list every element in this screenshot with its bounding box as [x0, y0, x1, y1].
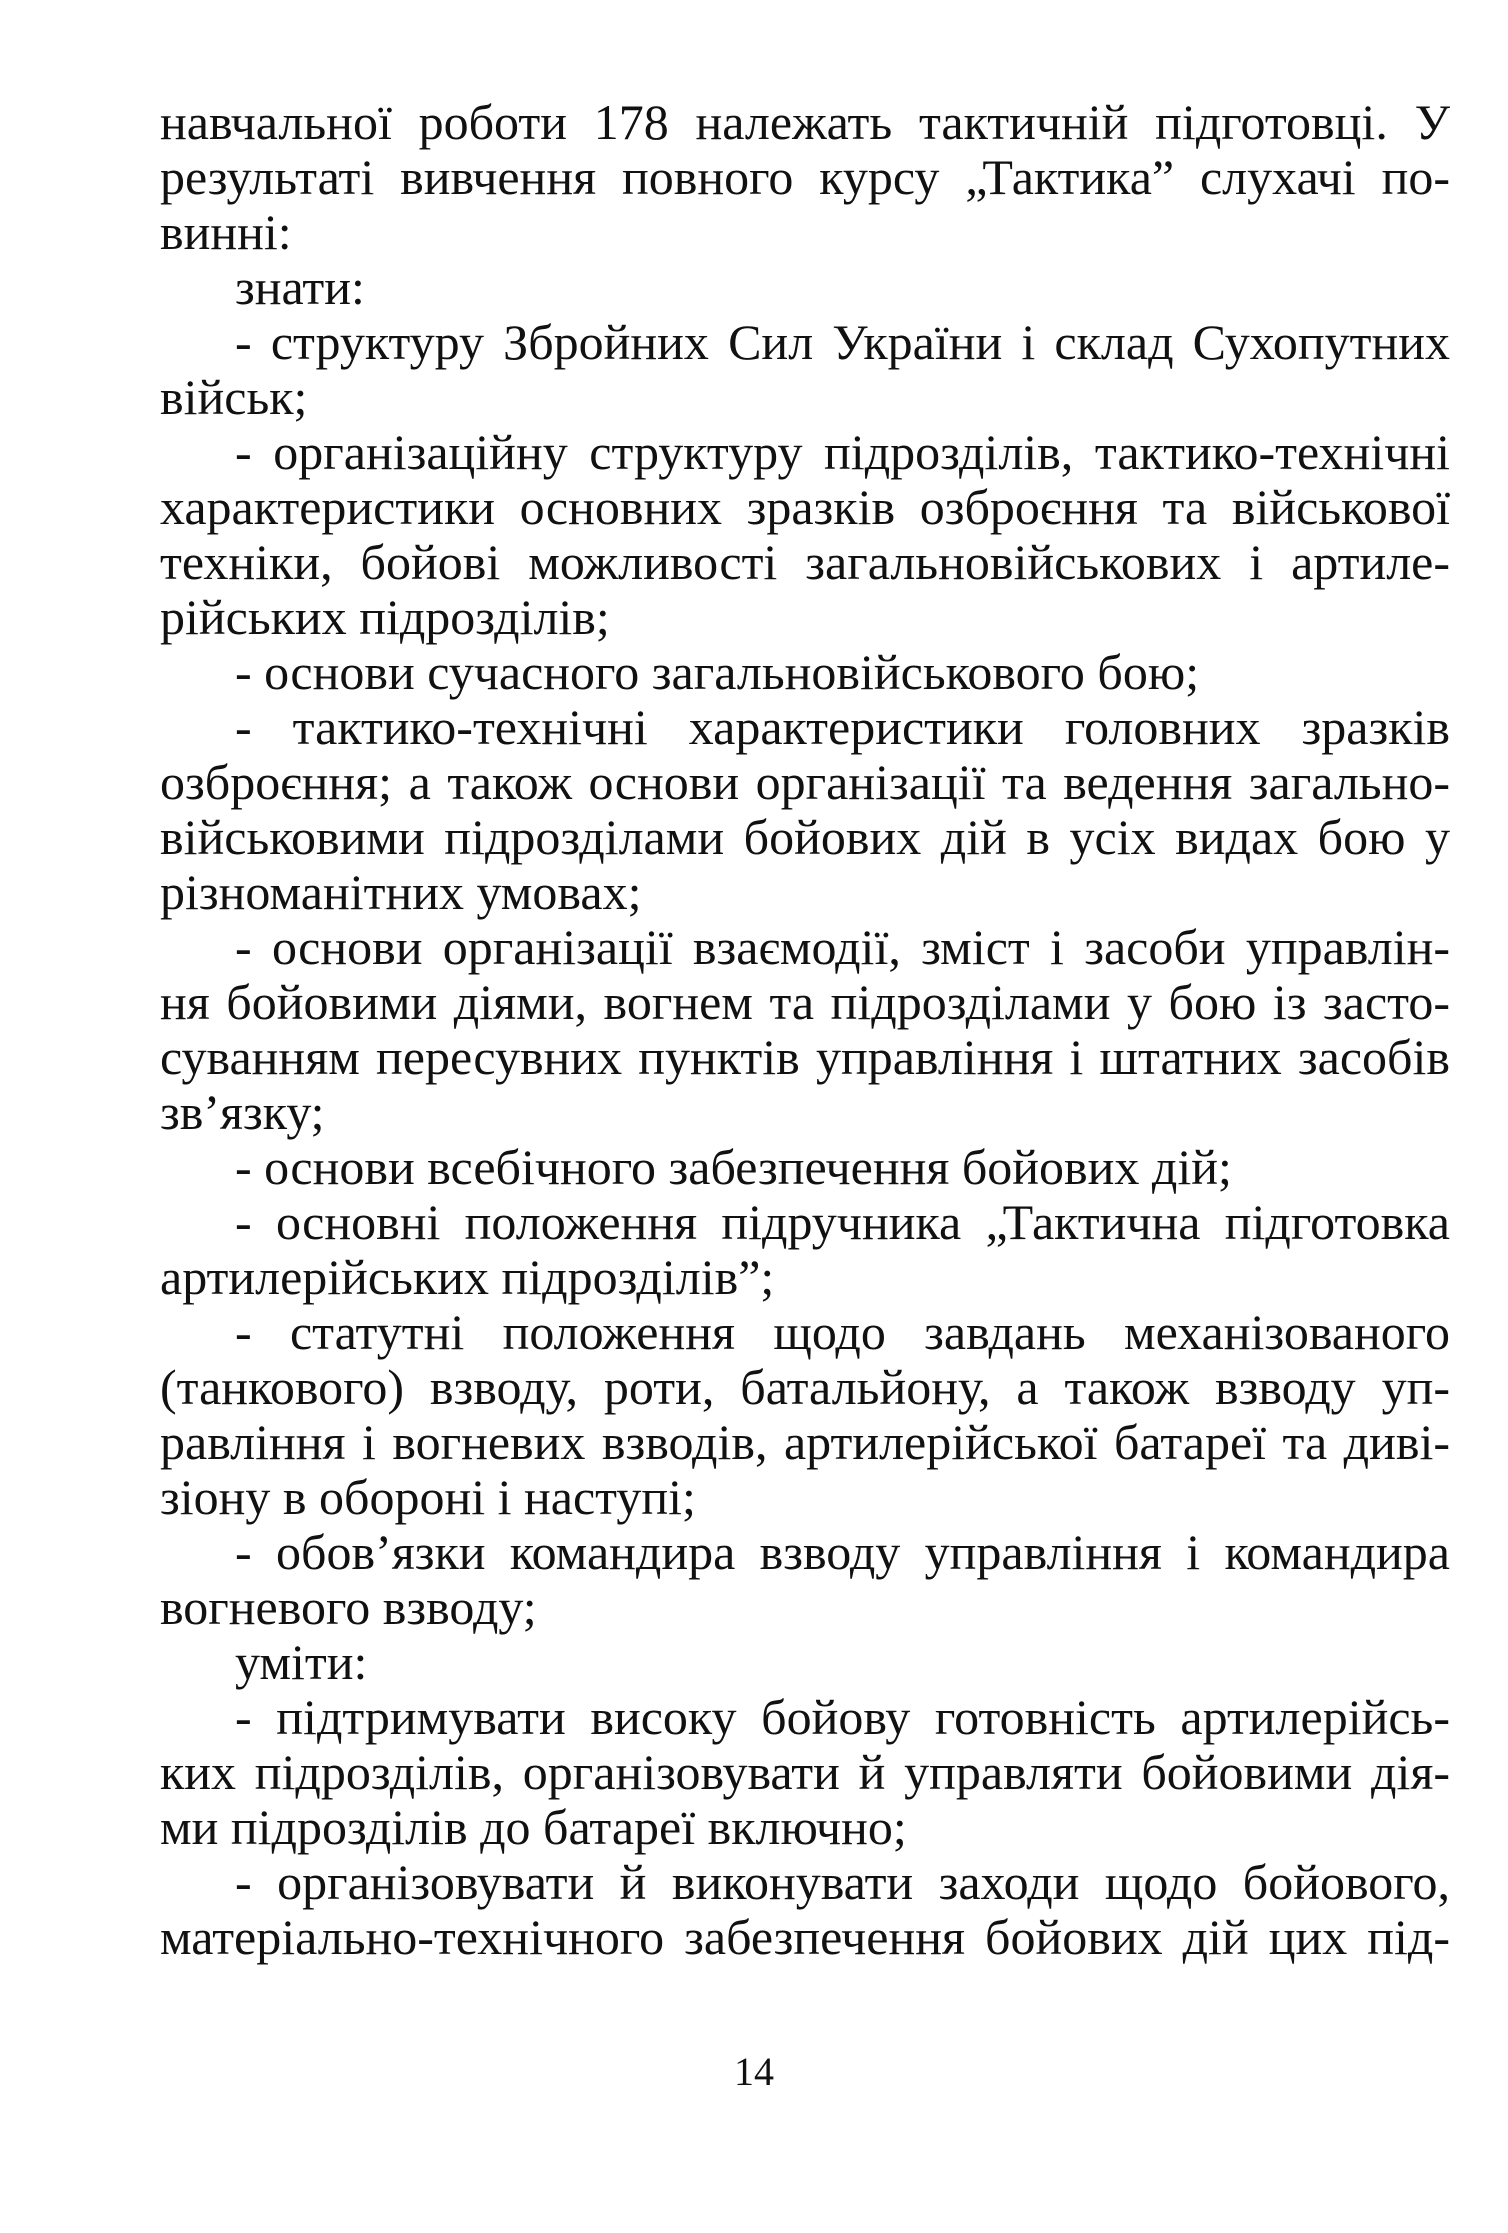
text-line: вогневого взводу; [160, 1579, 537, 1635]
text-line: ких підрозділів, організовувати й управляти бойовими дія- [160, 1744, 1450, 1800]
text-line: - основи сучасного загальновійськового бою; [235, 644, 1200, 700]
text-line: результаті вивчення повного курсу „Тактика” слухачі по- [160, 149, 1450, 205]
text-line: - статутні положення щодо завдань механізованого [235, 1304, 1450, 1360]
text-line: - організаційну структуру підрозділів, тактико-технічні [235, 424, 1450, 480]
text-line: винні: [160, 204, 292, 260]
text-line: військовими підрозділами бойових дій в усіх видах бою у [160, 809, 1450, 865]
page-number: 14 [734, 2049, 774, 2094]
text-line: рійських підрозділів; [160, 589, 610, 645]
text-line: характеристики основних зразків озброєння та військової [160, 479, 1450, 535]
section-heading-know: знати: [235, 259, 365, 315]
text-line: зіону в обороні і наступі; [160, 1469, 696, 1525]
text-line: - структуру Збройних Сил України і склад Сухопутних [235, 314, 1450, 370]
body-text [160, 95, 1450, 1965]
text-line: озброєння; а також основи організації та ведення загально- [160, 754, 1450, 810]
text-line: - основні положення підручника „Тактична підготовка [235, 1194, 1450, 1250]
text-line: - обов’язки командира взводу управління і командира [235, 1524, 1450, 1580]
section-heading-skills: уміти: [235, 1634, 368, 1690]
text-line: равління і вогневих взводів, артилерійської батареї та диві- [160, 1414, 1450, 1470]
text-line: артилерійських підрозділів”; [160, 1249, 775, 1305]
text-line: ня бойовими діями, вогнем та підрозділами у бою із засто- [160, 974, 1450, 1030]
text-line: - тактико-технічні характеристики головних зразків [235, 699, 1450, 755]
text-line: - основи організації взаємодії, зміст і засоби управлін- [235, 919, 1450, 975]
text-line: (танкового) взводу, роти, батальйону, а також взводу уп- [160, 1359, 1450, 1415]
text-line: матеріально-технічного забезпечення бойових дій цих під- [160, 1909, 1450, 1965]
text-line: різноманітних умовах; [160, 864, 642, 920]
text-line: суванням пересувних пунктів управління і штатних засобів [160, 1029, 1450, 1085]
text-line: техніки, бойові можливості загальновійськових і артиле- [160, 534, 1450, 590]
text-line: - основи всебічного забезпечення бойових дій; [235, 1139, 1232, 1195]
text-line: ми підрозділів до батареї включно; [160, 1799, 907, 1855]
text-line: - організовувати й виконувати заходи щодо бойового, [235, 1854, 1450, 1910]
text-line: військ; [160, 369, 308, 425]
text-line: - підтримувати високу бойову готовність артилерійсь- [235, 1689, 1450, 1745]
text-line: зв’язку; [160, 1084, 325, 1140]
text-line: навчальної роботи 178 належать тактичній підготовці. У [160, 94, 1450, 150]
